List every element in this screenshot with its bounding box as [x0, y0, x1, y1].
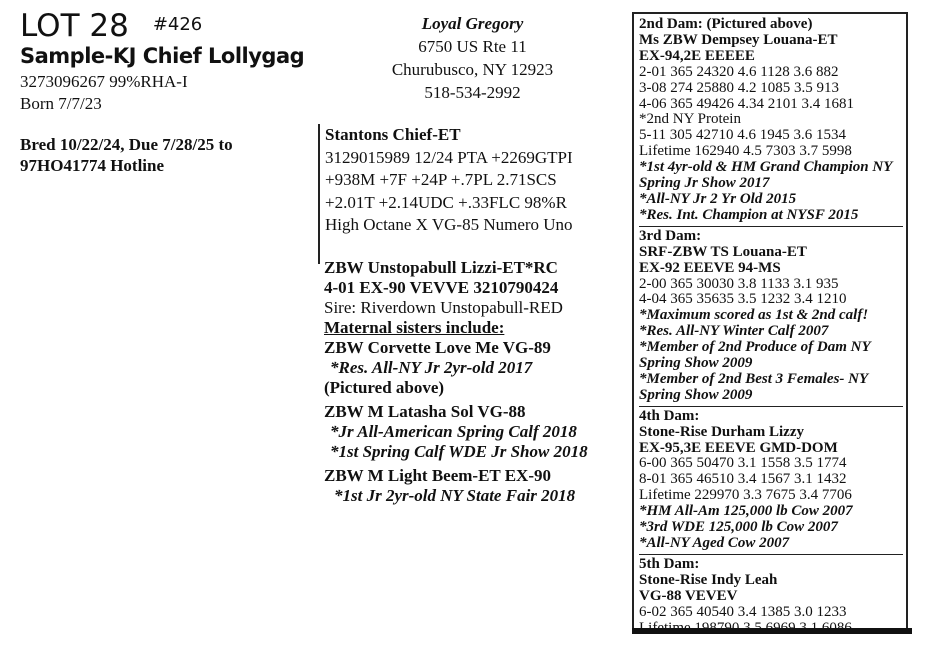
lot-number: #426 [152, 14, 203, 35]
sister-note: *1st Spring Calf WDE Jr Show 2018 [330, 442, 588, 461]
sister-note: *1st Jr 2yr-old NY State Fair 2018 [334, 486, 576, 505]
breeding-line-1: Bred 10/22/24, Due 7/28/25 to [20, 135, 233, 154]
sire-line-1: 3129015989 12/24 PTA +2269GTPI [325, 147, 573, 167]
record-line: Lifetime 162940 4.5 7303 3.7 5998 [639, 143, 852, 160]
third-dam-heading: 3rd Dam: [639, 227, 702, 244]
bottom-border-bar [632, 628, 912, 634]
record-line: 2-00 365 30030 3.8 1133 3.1 935 [639, 275, 839, 292]
owner-city: Churubusco, NY 12923 [391, 60, 554, 79]
sire-name: Stantons Chief-ET [325, 125, 461, 144]
honor-line: *Member of 2nd Best 3 Females- NY Spring Show 2009 [639, 370, 868, 403]
sister-note: *Jr All-American Spring Calf 2018 [330, 422, 577, 441]
sister-item [324, 466, 624, 506]
birth-date: Born 7/7/23 [20, 94, 102, 113]
record-line: 4-06 365 49426 4.34 2101 3.4 1681 [639, 95, 854, 112]
third-dam-section [639, 229, 903, 407]
record-line: 6-00 365 50470 3.1 1558 3.5 1774 [639, 455, 847, 472]
sister-note: (Pictured above) [324, 378, 445, 397]
fourth-dam-section [639, 409, 903, 555]
fifth-dam-section [639, 557, 903, 639]
record-line: *2nd NY Protein [639, 111, 741, 128]
honor-line: *Res. Int. Champion at NYSF 2015 [639, 206, 859, 223]
lot-header [20, 8, 202, 43]
lot-label: LOT 28 [20, 8, 129, 44]
fifth-dam-name: Stone-Rise Indy Leah [639, 571, 778, 588]
dam-sire: Sire: Riverdown Unstopabull-RED [324, 298, 563, 317]
honor-line: *Member of 2nd Produce of Dam NY Spring Show 2009 [639, 339, 871, 372]
owner-address: 6750 US Rte 11 [418, 37, 527, 56]
pedigree-box [632, 12, 908, 630]
record-line: 3-08 274 25880 4.2 1085 3.5 913 [639, 79, 839, 96]
sister-name: ZBW Corvette Love Me VG-89 [324, 338, 551, 357]
third-dam-score: EX-92 EEEVE 94-MS [639, 259, 781, 276]
honor-line: *All-NY Aged Cow 2007 [639, 535, 790, 551]
fourth-dam-heading: 4th Dam: [639, 407, 700, 424]
owner-phone: 518-534-2992 [424, 83, 521, 102]
record-line: 4-04 365 35635 3.5 1232 3.4 1210 [639, 291, 847, 308]
sire-line-3: +2.01T +2.14UDC +.33FLC 98%R [325, 192, 567, 212]
owner-name: Loyal Gregory [421, 14, 524, 33]
record-line: 6-02 365 40540 3.4 1385 3.0 1233 [639, 603, 847, 620]
second-dam-section [639, 17, 903, 227]
sire-block [318, 124, 625, 264]
sister-item [324, 402, 624, 462]
sister-note: *Res. All-NY Jr 2yr-old 2017 [330, 358, 533, 377]
honor-line: *All-NY Jr 2 Yr Old 2015 [639, 190, 797, 207]
dam-name: ZBW Unstopabull Lizzi-ET*RC [324, 258, 558, 277]
honor-line: *Res. All-NY Winter Calf 2007 [639, 323, 829, 340]
honor-line: *3rd WDE 125,000 lb Cow 2007 [639, 519, 838, 536]
dam-block [324, 258, 624, 506]
second-dam-name: Ms ZBW Dempsey Louana-ET [639, 31, 838, 48]
breeding-info [20, 134, 310, 176]
sire-line-4: High Octane X VG-85 Numero Uno [325, 215, 573, 234]
honor-line: *HM All-Am 125,000 lb Cow 2007 [639, 503, 853, 520]
sister-item [324, 338, 624, 398]
record-line: Lifetime 229970 3.3 7675 3.4 7706 [639, 487, 852, 504]
registration-line: 3273096267 99%RHA-I [20, 72, 188, 91]
second-dam-heading: 2nd Dam: (Pictured above) [639, 16, 813, 32]
fourth-dam-name: Stone-Rise Durham Lizzy [639, 423, 804, 440]
breeding-line-2: 97HO41774 Hotline [20, 156, 165, 175]
owner-block [340, 12, 605, 104]
second-dam-score: EX-94,2E EEEEE [639, 47, 755, 64]
sisters-heading: Maternal sisters include: [324, 318, 505, 337]
fifth-dam-heading: 5th Dam: [639, 555, 700, 572]
dam-score: 4-01 EX-90 VEVVE 3210790424 [324, 278, 559, 297]
sister-name: ZBW M Light Beem-ET EX-90 [324, 466, 551, 485]
sire-line-2: +938M +7F +24P +.7PL 2.71SCS [325, 170, 557, 189]
record-line: 8-01 365 46510 3.4 1567 3.1 1432 [639, 471, 847, 488]
record-line: 5-11 305 42710 4.6 1945 3.6 1534 [639, 127, 846, 144]
honor-line: *1st 4yr-old & HM Grand Champion NY Spring Jr Show 2017 [639, 159, 892, 192]
fifth-dam-score: VG-88 VEVEV [639, 587, 738, 604]
animal-name: Sample-KJ Chief Lollygag [20, 44, 305, 68]
third-dam-name: SRF-ZBW TS Louana-ET [639, 243, 807, 260]
fourth-dam-score: EX-95,3E EEEVE GMD-DOM [639, 439, 838, 456]
sister-name: ZBW M Latasha Sol VG-88 [324, 402, 526, 421]
record-line: 2-01 365 24320 4.6 1128 3.6 882 [639, 63, 839, 80]
honor-line: *Maximum scored as 1st & 2nd calf! [639, 307, 869, 324]
